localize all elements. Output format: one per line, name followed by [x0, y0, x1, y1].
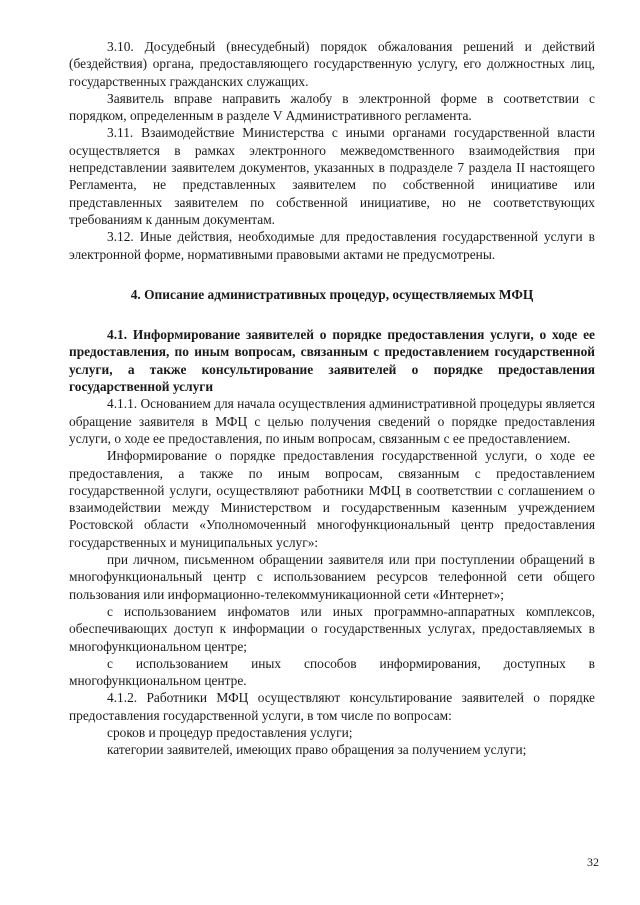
list-item-categories: категории заявителей, имеющих право обращения за получением услуги; — [107, 742, 527, 758]
page-number: 32 — [587, 855, 599, 869]
document-body — [69, 38, 595, 759]
paragraph-informing: Информирование о порядке предоставления государственной услуги, о ходе ее предоставления, а также по иным вопросам, связанным с предоставлением государственной услуги, осуществляют работники МФЦ в соответствии с соглашением о взаимодействии между Министерством и государственным казенным учреждением Ростовской области «Уполномоченный многофункциональный центр предоставления государственных и муниципальных услуг»: — [69, 448, 595, 550]
list-item-personal-appeal: при личном, письменном обращении заявителя или при поступлении обращений в многофункциональный центр с использованием ресурсов телефонной сети общего пользования или информационно-телекоммуникационной сети «Интернет»; — [69, 552, 595, 602]
list-item-terms: сроков и процедур предоставления услуги; — [107, 724, 353, 740]
subsection-title: 4.1. Информирование заявителей о порядке предоставления услуги, о ходе ее предоставления, по иным вопросам, связанным с предоставлением государственной услуги, а также консультирование заявителей о порядке предоставления государственной услуги — [69, 327, 595, 395]
paragraph-complaint: Заявитель вправе направить жалобу в электронной форме в соответствии с порядком, определенным в разделе V Административного регламента. — [69, 90, 595, 124]
list-item-infomats: с использованием инфоматов или иных программно-аппаратных комплексов, обеспечивающих доступ к информации о государственных услугах, предоставляемых в многофункциональном центре; — [69, 603, 595, 654]
paragraph-4-1-1: 4.1.1. Основанием для начала осуществления административной процедуры является обращение заявителя в МФЦ с целью получения сведений о порядке предоставления услуги, о ходе ее предоставления, по иным вопросам, связанным с ее предоставлением. — [69, 396, 595, 446]
paragraph-3-12: 3.12. Иные действия, необходимые для предоставления государственной услуги в электронной форме, нормативными правовыми актами не предусмотрены. — [69, 229, 595, 262]
section-title: 4. Описание административных процедур, осуществляемых МФЦ — [130, 286, 534, 302]
paragraph-3-10: 3.10. Досудебный (внесудебный) порядок обжалования решений и действий (бездействия) органа, предоставляющего государственную услугу, его должностных лиц, государственных гражданских служащих. — [69, 39, 595, 89]
paragraph-3-11: 3.11. Взаимодействие Министерства с иными органами государственной власти осуществляется в рамках электронного межведомственного взаимодействия при непредставлении заявителем документов, указанных в подразделе 7 раздела II настоящего Регламента, не представленных заявителем по собственной инициативе или представленных заявителем по собственной инициативе, но не соответствующих требованиям к данным документам. — [69, 125, 595, 227]
paragraph-4-1-2: 4.1.2. Работники МФЦ осуществляют консультирование заявителей о порядке предоставления государственной услуги, в том числе по вопросам: — [69, 690, 595, 723]
list-item-other-methods: с использованием иных способов информирования, доступных в многофункциональном центре. — [69, 655, 595, 689]
